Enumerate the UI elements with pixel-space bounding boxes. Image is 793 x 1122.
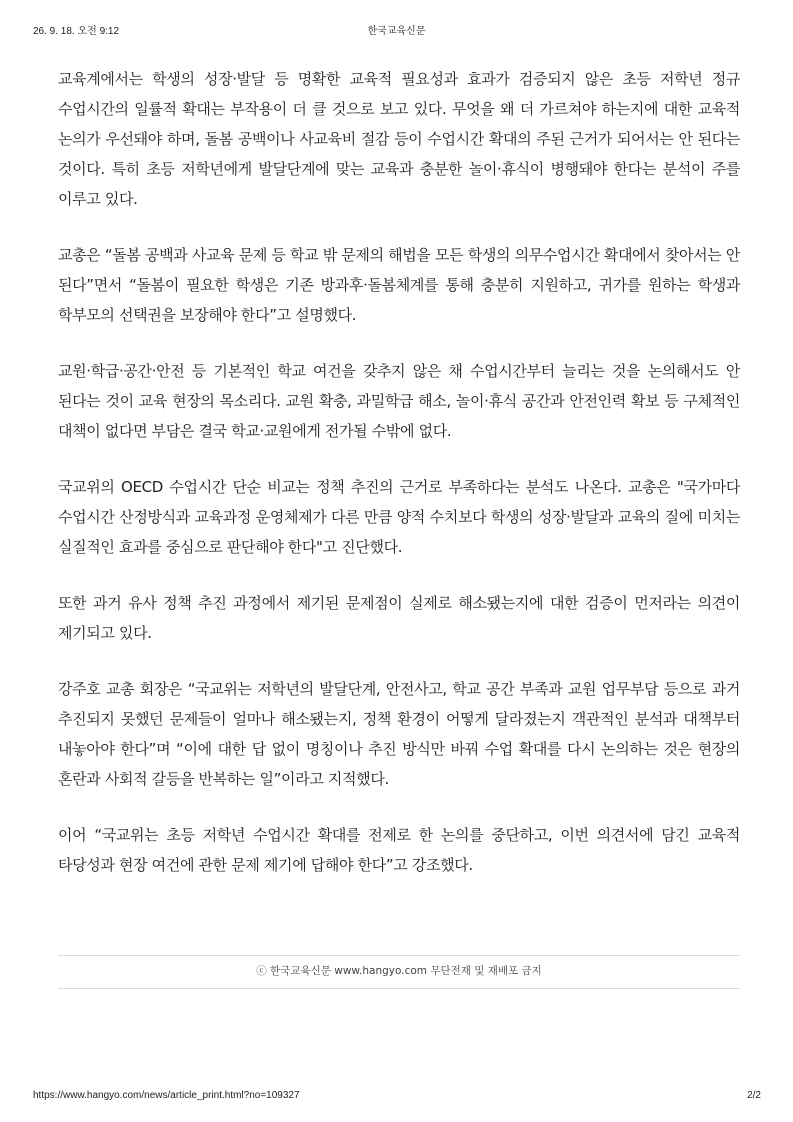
print-header: [0, 0, 793, 40]
article-body: [58, 64, 740, 906]
article-paragraph: 또한 과거 유사 정책 추진 과정에서 제기된 문제점이 실제로 해소됐는지에 대한 검증이 먼저라는 의견이 제기되고 있다.: [58, 594, 740, 642]
copyright-notice: ⓒ 한국교육신문 www.hangyo.com 무단전재 및 재배포 금지: [58, 955, 740, 989]
article-paragraph: 국교위의 OECD 수업시간 단순 비교는 정책 추진의 근거로 부족하다는 분석도 나온다. 교총은 "국가마다 수업시간 산정방식과 교육과정 운영체제가 다른 만큼 양적 수치보다 학생의 성장·발달과 교육의 질에 미치는 실질적인 효과를 중심으로 판단해야 한다"고 진단했다.: [58, 478, 740, 556]
article-paragraph: 교육계에서는 학생의 성장·발달 등 명확한 교육적 필요성과 효과가 검증되지 않은 초등 저학년 정규 수업시간의 일률적 확대는 부작용이 더 클 것으로 보고 있다. 무엇을 왜 더 가르쳐야 하는지에 대한 교육적 논의가 우선돼야 하며, 돌봄 공백이나 사교육비 절감 등이 수업시간 확대의 주된 근거가 되어서는 안 된다는 것이다. 특히 초등 저학년에게 발달단계에 맞는 교육과 충분한 놀이·휴식이 병행돼야 한다는 분석이 주를 이루고 있다.: [58, 70, 740, 208]
print-datetime: 26. 9. 18. 오전 9:12: [33, 26, 120, 37]
site-title: 한국교육신문: [367, 26, 426, 37]
page-url: https://www.hangyo.com/news/article_print.html?no=109327: [33, 1090, 300, 1101]
print-footer: [0, 1090, 793, 1110]
article-paragraph: 교총은 “돌봄 공백과 사교육 문제 등 학교 밖 문제의 해법을 모든 학생의 의무수업시간 확대에서 찾아서는 안 된다”면서 “돌봄이 필요한 학생은 기존 방과후·돌봄체계를 통해 충분히 지원하고, 귀가를 원하는 학생과 학부모의 선택권을 보장해야 한다”고 설명했다.: [58, 246, 740, 324]
page-number: 2/2: [747, 1090, 761, 1101]
article-paragraph: 이어 “국교위는 초등 저학년 수업시간 확대를 전제로 한 논의를 중단하고, 이번 의견서에 담긴 교육적 타당성과 현장 여건에 관한 문제 제기에 답해야 한다”고 강조했다.: [58, 826, 740, 874]
article-paragraph: 교원·학급·공간·안전 등 기본적인 학교 여건을 갖추지 않은 채 수업시간부터 늘리는 것을 논의해서도 안 된다는 것이 교육 현장의 목소리다. 교원 확충, 과밀학급 해소, 놀이·휴식 공간과 안전인력 확보 등 구체적인 대책이 없다면 부담은 결국 학교·교원에게 전가될 수밖에 없다.: [58, 362, 740, 440]
article-paragraph: 강주호 교총 회장은 “국교위는 저학년의 발달단계, 안전사고, 학교 공간 부족과 교원 업무부담 등으로 과거 추진되지 못했던 문제들이 얼마나 해소됐는지, 정책 환경이 어떻게 달라졌는지 객관적인 분석과 대책부터 내놓아야 한다”며 “이에 대한 답 없이 명칭이나 추진 방식만 바꿔 수업 확대를 다시 논의하는 것은 현장의 혼란과 사회적 갈등을 반복하는 일”이라고 지적했다.: [58, 680, 740, 788]
